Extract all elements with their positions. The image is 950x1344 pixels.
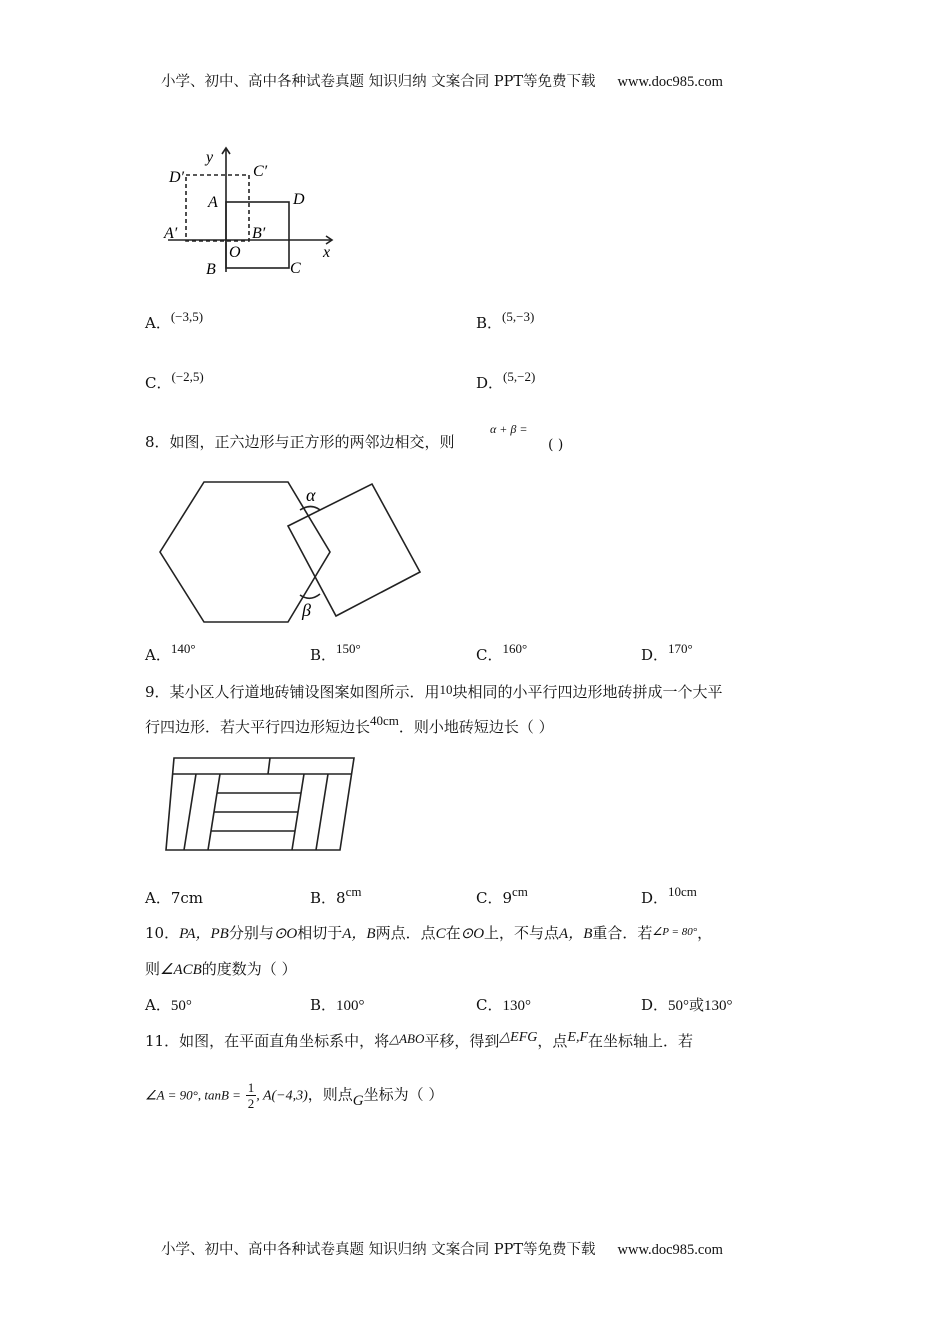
q10-math: ∠P = 80° xyxy=(652,926,698,938)
label-c: C xyxy=(290,260,301,277)
q7-option-d[interactable] xyxy=(476,369,536,393)
option-value: 9 xyxy=(502,889,513,907)
option-value: 170° xyxy=(668,641,693,656)
option-letter: A． xyxy=(145,314,171,332)
q9-length: 40cm xyxy=(370,713,399,728)
q7-option-b[interactable] xyxy=(476,309,535,333)
q9-number: 10 xyxy=(439,682,453,697)
beta-arc xyxy=(300,594,320,598)
option-letter: B． xyxy=(310,996,337,1014)
q8-stem xyxy=(145,431,455,452)
q10-math: A，B xyxy=(342,926,376,942)
q8-option-a[interactable] xyxy=(145,641,196,665)
label-y: y xyxy=(206,149,214,166)
q9-option-b[interactable] xyxy=(310,884,362,908)
option-letter: C． xyxy=(476,646,503,664)
q8-stem-text: 8．如图，正六边形与正方形的两邻边相交，则 xyxy=(145,433,455,451)
q11-line2 xyxy=(145,1080,443,1111)
page-header xyxy=(161,70,723,91)
option-value: 130° xyxy=(502,998,531,1014)
label-d-prime: D′ xyxy=(169,169,185,186)
option-letter: D． xyxy=(641,996,669,1014)
q7-option-c[interactable] xyxy=(145,369,204,393)
fraction-denominator: 2 xyxy=(247,1096,255,1111)
option-letter: A． xyxy=(145,996,171,1014)
option-letter: D． xyxy=(641,646,669,664)
option-value: 10cm xyxy=(668,884,697,899)
q10-math: ⊙O xyxy=(460,926,485,942)
q8-option-d[interactable] xyxy=(641,641,693,665)
option-letter: D． xyxy=(476,374,504,392)
fraction-numerator: 1 xyxy=(247,1080,255,1095)
alpha-label: α xyxy=(306,485,316,505)
q10-text: 的度数为（ ） xyxy=(201,960,297,978)
option-value: 100° xyxy=(336,998,365,1014)
fraction-one-half xyxy=(246,1080,257,1111)
q11-text: ，点 xyxy=(537,1032,568,1050)
q10-text: 上，不与点 xyxy=(484,924,560,942)
option-value: 8 xyxy=(336,889,346,907)
option-value: (−3,5) xyxy=(170,309,204,324)
q10-option-a[interactable] xyxy=(145,994,192,1015)
option-unit: cm xyxy=(345,884,362,899)
q10-text: 在 xyxy=(445,924,461,942)
q10-text: 相切于 xyxy=(297,924,343,942)
right-tile-2 xyxy=(316,774,328,850)
option-value: 7cm xyxy=(170,889,204,907)
q10-math: C xyxy=(435,926,446,942)
q11-math: E,F xyxy=(567,1030,588,1045)
left-tile-1 xyxy=(184,774,196,850)
q10-math: PA，PB xyxy=(179,926,229,942)
option-value: 150° xyxy=(336,641,361,656)
coordinate-figure xyxy=(160,140,350,280)
top-strip-divider xyxy=(268,758,270,774)
option-letter: B． xyxy=(476,314,503,332)
label-b: B xyxy=(206,261,216,278)
label-a: A xyxy=(208,194,218,211)
label-d: D xyxy=(293,191,305,208)
q9-option-d[interactable] xyxy=(641,884,697,908)
q7-option-a[interactable] xyxy=(145,309,204,333)
option-value: (5,−2) xyxy=(503,369,536,384)
option-letter: B． xyxy=(310,889,337,907)
option-letter: C． xyxy=(476,889,503,907)
q8-paren: ( ) xyxy=(548,437,564,453)
footer-text: 小学、初中、高中各种试卷真题 知识归纳 文案合同 PPT等免费下载 xyxy=(161,1242,596,1258)
option-unit: cm xyxy=(512,884,528,899)
q10-math: B xyxy=(583,926,593,942)
option-letter: A． xyxy=(145,646,171,664)
q9-option-a[interactable] xyxy=(145,887,203,908)
q11-line1 xyxy=(145,1030,693,1051)
q11-text: 坐标为（ ） xyxy=(363,1085,444,1104)
q11-text: 平移，得到 xyxy=(424,1032,500,1050)
label-o: O xyxy=(229,244,241,261)
option-value: (−2,5) xyxy=(171,369,204,384)
footer-site: www.doc985.com xyxy=(617,1242,723,1258)
q9-text: 行四边形．若大平行四边形短边长 xyxy=(145,718,371,736)
q8-option-c[interactable] xyxy=(476,641,528,665)
q10-text: ， xyxy=(697,924,713,942)
header-text: 小学、初中、高中各种试卷真题 知识归纳 文案合同 PPT等免费下载 xyxy=(161,74,596,90)
label-a-prime: A′ xyxy=(164,225,178,242)
q10-option-d[interactable] xyxy=(641,994,733,1015)
q10-line1 xyxy=(145,922,712,943)
tile-figure xyxy=(160,752,360,856)
q10-option-c[interactable] xyxy=(476,994,531,1015)
q10-option-b[interactable] xyxy=(310,994,365,1015)
q10-line2 xyxy=(145,958,297,979)
q10-text: 两点．点 xyxy=(375,924,436,942)
option-extra: 或 xyxy=(689,996,705,1014)
big-parallelogram xyxy=(166,758,354,850)
q9-line1 xyxy=(145,681,723,702)
option-letter: B． xyxy=(310,646,337,664)
label-x: x xyxy=(323,244,331,261)
option-letter: C． xyxy=(145,374,172,392)
q9-text: ．则小地砖短边长（ ） xyxy=(398,718,554,736)
option-letter: A． xyxy=(145,889,171,907)
q11-math: ∠A = 90°, tanB = xyxy=(145,1087,241,1103)
q11-math: G xyxy=(352,1092,364,1109)
option-value: 140° xyxy=(170,641,196,656)
hexagon-square-figure xyxy=(150,470,430,630)
q11-text: 在坐标轴上．若 xyxy=(588,1032,694,1050)
q10-math: A， xyxy=(559,926,584,942)
q11-math: △ABO xyxy=(389,1031,425,1046)
option-value: 50° xyxy=(668,998,690,1014)
page-footer xyxy=(161,1238,723,1259)
q9-text: 块相同的小平行四边形地砖拼成一个大平 xyxy=(452,683,723,701)
q10-text: 分别与 xyxy=(228,924,274,942)
q10-text: 则 xyxy=(145,960,161,978)
q11-math: , A(−4,3) xyxy=(256,1088,308,1104)
option-value: (5,−3) xyxy=(502,309,535,324)
q8-expr: α + β = xyxy=(490,422,528,436)
q10-math: ∠ACB xyxy=(160,962,202,978)
q9-option-c[interactable] xyxy=(476,884,528,908)
q11-text: ，则点 xyxy=(307,1085,353,1104)
q10-math: ⊙O xyxy=(273,926,298,942)
option-value-2: 130° xyxy=(704,998,733,1014)
q10-text: 重合．若 xyxy=(592,924,653,942)
q8-option-b[interactable] xyxy=(310,641,361,665)
q11-text: 11．如图，在平面直角坐标系中，将 xyxy=(145,1032,390,1050)
q9-text: 9．某小区人行道地砖铺设图案如图所示．用 xyxy=(145,683,440,701)
option-value: 50° xyxy=(170,998,192,1014)
label-c-prime: C′ xyxy=(253,163,268,180)
q9-line2 xyxy=(145,713,554,737)
beta-label: β xyxy=(302,600,311,620)
q11-math: △EFG xyxy=(499,1030,538,1045)
option-value: 160° xyxy=(502,641,528,656)
option-letter: D． xyxy=(641,889,669,907)
label-b-prime: B′ xyxy=(252,225,266,242)
q10-num: 10． xyxy=(145,924,180,942)
header-site: www.doc985.com xyxy=(617,74,723,90)
option-letter: C． xyxy=(476,996,503,1014)
